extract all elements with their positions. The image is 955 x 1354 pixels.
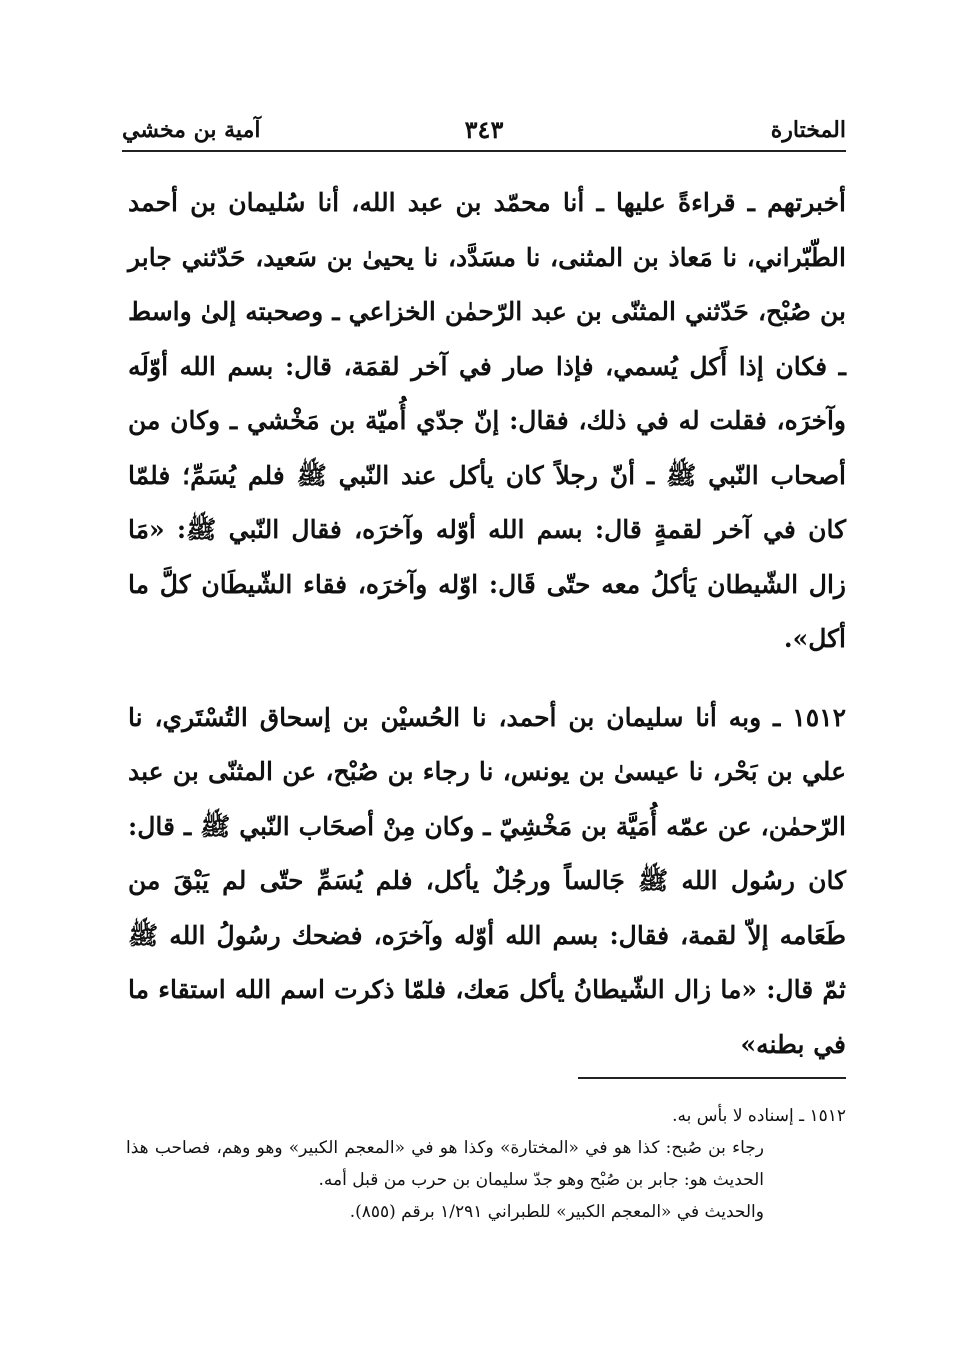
page-number: ٣٤٣ xyxy=(464,115,504,144)
footnote-divider xyxy=(578,1077,846,1079)
paragraph: أخبرتهم ـ قراءةً عليها ـ أنا محمّد بن عبد الله، أنا سُليمان بن أحمد الطّبّراني، نا مَعاذ بن المثنى، نا مسَدَّد، نا يحيىٰ بن سَعيد، حَدّثني جابر بن صُبْح، حَدّثني المثنّى بن عبد الرّحمٰن الخزاعي ـ وصحبته إلىٰ واسط ـ فكان إذا أَكل يُسمي، فإذا صار في آخر لقمَة، قال: بسم الله أوّلَه وآخرَه، فقلت له في ذلك، فقال: إنّ جدّي أُميّة بن مَخْشي ـ وكان من أصحاب النّبي ﷺ ـ أنّ رجلاً كان يأكل عند النّبي ﷺ فلم يُسَمِّ؛ فلمّا كان في آخر لقمةٍ قال: بسم الله أوّله وآخرَه، فقال النّبي ﷺ: «مَا زال الشّيطان يَأكلُ معه حتّى قَال: اوّله وآخرَه، فقاء الشّيطَان كلَّ ما أكل». xyxy=(128,188,846,653)
footnote-line: ١٥١٢ ـ إسناده لا بأس به. xyxy=(672,1106,846,1126)
book-title: المختارة xyxy=(770,117,846,143)
running-header xyxy=(122,112,846,152)
footnote-line: والحديث في «المعجم الكبير» للطبراني ١/٢٩١ برقم (٨٥٥). xyxy=(349,1202,764,1222)
hadith-1512: ١٥١٢ ـ وبه أنا سليمان بن أحمد، نا الحُسيْن بن إسحاق التُسْتَري، نا علي بن بَحْر، نا عيسىٰ بن يونس، نا رجاء بن صُبْح، عن المثنّى بن عبد الرّحمٰن، عن عمّه أُمَيَّة بن مَخْشِيّ ـ وكان مِنْ أصحَاب النّبي ﷺ ـ قال: كان رسُول الله ﷺ جَالساً ورجُلٌ يأكل، فلم يُسَمِّ حتّى لم يَبْقَ من طَعَامه إلاّ لقمة، فقال: بسم الله أوّله وآخرَه، فضحك رسُولُ الله ﷺ ثمّ قال: «ما زال الشّيطانُ يأكل مَعك، فلمّا ذكرت اسم الله استقاء ما في بطنه» xyxy=(128,702,846,1059)
footnotes xyxy=(126,1100,846,1228)
footnote-line: رجاء بن صُبح: كذا هو في «المختارة» وكذا هو في «المعجم الكبير» وهو وهم، فصاحب هذا الحديث هو: جابر بن صُبْح وهو جدّ سليمان بن حرب من قبل أمه. xyxy=(126,1138,764,1190)
section-title: آمية بن مخشي xyxy=(122,117,261,143)
main-text xyxy=(128,176,846,1072)
